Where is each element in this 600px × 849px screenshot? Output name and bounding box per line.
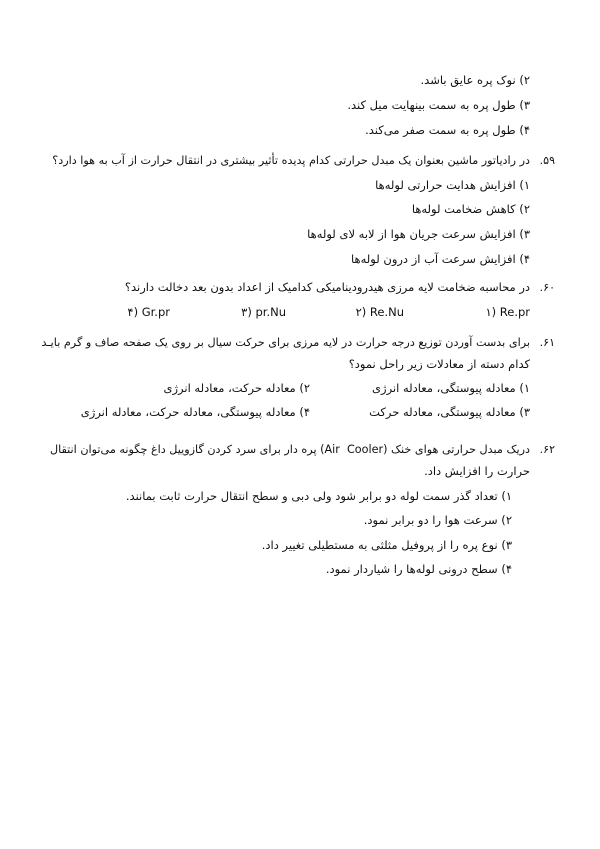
question-60-option-4 (127, 306, 170, 320)
option-value: Re.pr (499, 305, 530, 319)
question-59-option-4: ۴) افزایش سرعت آب از درون لوله‌ها (351, 252, 530, 266)
prev-question-option-4: ۴) طول پره به سمت صفر می‌کند. (365, 123, 530, 137)
option-value: Gr.pr (141, 305, 170, 319)
prev-question-option-2: ۲) نوک پره عایق باشد. (420, 73, 530, 87)
question-61-text-line-2: کدام دسته از معادلات زیر راحل نمود؟ (348, 357, 530, 371)
option-prefix: ۲) (355, 305, 367, 319)
question-61-option-3: ۳) معادله پیوستگی، معادله حرکت (369, 405, 530, 419)
question-61-text-line-1: برای بدست آوردن توزیع درجه حرارت در لایه مرزی برای حرکت سیال بر روی یک صفحه صاف و گرم بایـد (41, 336, 530, 349)
question-61-option-4: ۴) معادله پیوستگی، معادله حرکت، معادله انرژی (80, 405, 310, 419)
question-59-option-3: ۳) افزایش سرعت جریان هوا از لابه لای لوله‌ها (307, 227, 530, 241)
question-60-option-3 (241, 306, 286, 320)
option-prefix: ۱) (485, 305, 497, 319)
question-62-number: .۶۲ (539, 443, 555, 456)
question-62-text-part-a: دریک مبدل حرارتی هوای خنک ( (383, 443, 530, 456)
question-61-option-1: ۱) معادله پیوستگی، معادله انرژی (372, 381, 530, 395)
question-59-option-2: ۲) کاهش ضخامت لوله‌ها (411, 202, 530, 216)
question-62-option-1: ۱) تعداد گذر سمت لوله دو برابر شود ولی دبی و سطح انتقال حرارت ثابت بمانند. (125, 489, 512, 503)
question-62-text-line-1 (50, 443, 530, 456)
question-62-option-2: ۲) سرعت هوا را دو برابر نمود. (363, 513, 512, 527)
question-60-option-1 (485, 306, 530, 320)
question-60-option-2 (356, 306, 404, 320)
question-61-number: .۶۱ (539, 336, 555, 349)
option-prefix: ۳) (241, 305, 252, 319)
question-60-text: در محاسبه ضخامت لایه مرزی هیدرودینامیکی کدامیک از اعداد بدون بعد دخالت دارند؟ (124, 280, 530, 294)
question-60-number: .۶۰ (539, 281, 555, 294)
question-62-text-english-term: Air Cooler (324, 443, 384, 456)
question-62-option-4: ۴) سطح درونی لوله‌ها را شیاردار نمود. (325, 562, 512, 576)
question-62-text-part-b: ) پره دار برای سرد کردن گازوییل داغ چگونه می‌توان انتقال (49, 443, 325, 456)
question-61-option-2: ۲) معادله حرکت، معادله انرژی (163, 381, 310, 395)
question-59-option-1: ۱) افزایش هدایت حرارتی لوله‌ها (375, 178, 530, 192)
prev-question-option-3: ۳) طول پره به سمت بینهایت میل کند. (347, 98, 530, 112)
option-value: Re.Nu (369, 305, 404, 319)
question-62-text-line-2: حرارت را افزایش داد. (424, 464, 530, 478)
question-59-number: .۵۹ (539, 154, 555, 167)
option-value: pr.Nu (255, 305, 286, 319)
question-59-text: در رادیاتور ماشین بعنوان یک مبدل حرارتی کدام پدیده تأثیر بیشتری در انتقال حرارت از آب به هوا دارد؟ (52, 154, 530, 167)
option-prefix: ۴) (127, 305, 139, 319)
question-62-option-3: ۳) نوع پره را از پروفیل مثلثی به مستطیلی تغییر داد. (261, 538, 512, 552)
